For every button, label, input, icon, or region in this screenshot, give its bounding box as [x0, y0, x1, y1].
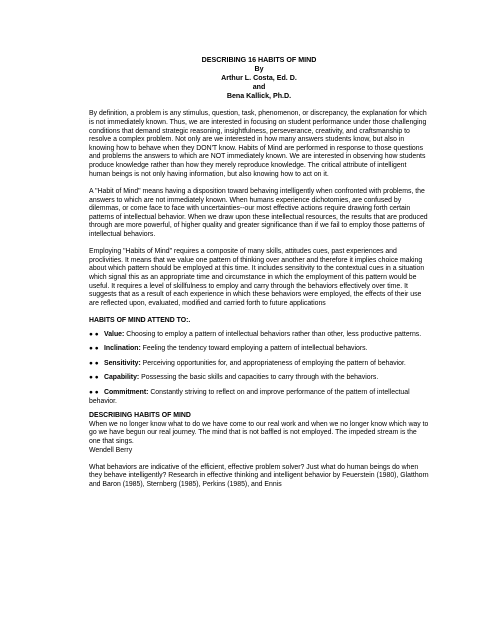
section-heading-describing: DESCRIBING HABITS OF MIND: [89, 412, 191, 420]
item-label: Value:: [104, 330, 125, 338]
item-text: Constantly striving to reflect on and improve performance of the pattern of intellectual behavior.: [89, 388, 410, 405]
list-item-capability: [89, 374, 429, 383]
list-item-sensitivity: [89, 360, 429, 369]
item-label: Sensitivity:: [104, 359, 141, 367]
item-text: Feeling the tendency toward employing a pattern of intellectual behaviors.: [140, 345, 368, 353]
quote-author: Wendell Berry: [89, 446, 133, 454]
item-label: Commitment:: [104, 388, 149, 396]
title-and: and: [252, 83, 266, 92]
list-item-inclination: [89, 345, 429, 354]
bullet-icon: ● ●: [89, 374, 99, 382]
author-2: Bena Kallick, Ph.D.: [226, 92, 292, 101]
bullet-icon: ● ●: [89, 388, 99, 396]
quote-text: When we no longer know what to do we have come to our real work and when we no longer know which way to go we have begun our real journey. The mind that is not baffled is not employed. The impeded stream is the one that sings.: [89, 420, 429, 445]
document-body: [89, 56, 429, 498]
bullet-icon: ● ●: [89, 330, 99, 338]
item-label: Capability:: [104, 374, 140, 382]
paragraph-employing-habits: Employing "Habits of Mind" requires a composite of many skills, attitudes cues, past experiences and proclivities. It means that we value one pattern of thinking over another and therefore it implies choice making about which pattern should be employed at this time. It includes sensitivity to the contextual cues in a situation which signal this as an appropriate time and circumstance in which the employment of this pattern would be useful. It requires a level of skillfulness to employ and carry through the behaviors effectively over time. It suggests that as a result of each experience in which these behaviors were employed, the effects of their use are reflected upon, evaluated, modified and carried forth to future applications: [89, 248, 425, 307]
title-by: By: [254, 65, 264, 74]
paragraph-problem-definition: By definition, a problem is any stimulus, question, task, phenomenon, or discrepancy, the explanation for which is not immediately known. Thus, we are interested in focusing on student performance under those challenging conditions that demand strategic reasoning, insightfulness, perseverance, creativity, and craftsmanship to resolve a complex problem. Not only are we interested in how many answers students know, but also in knowing how to behave when they DON'T know. Habits of Mind are performed in response to those questions and problems the answers to which are NOT immediately known. We are interested in observing how students produce knowledge rather than how they merely reproduce knowledge. The critical attribute of intelligent human beings is not only having information, but also knowing how to act on it.: [89, 110, 427, 178]
document-title: [89, 56, 429, 101]
epigraph-quote: [89, 421, 429, 455]
list-item-value: [89, 331, 429, 340]
item-label: Inclination:: [104, 345, 141, 353]
item-text: Possessing the basic skills and capacities to carry through with the behaviors.: [139, 374, 379, 382]
bullet-icon: ● ●: [89, 345, 99, 353]
paragraph-behaviors: What behaviors are indicative of the efficient, effective problem solver? Just what do human beings do when they behave intelligently? Research in effective thinking and intelligent behavior by Feuerstein (1980), Glatthorn and Baron (1985), Sternberg (1985), Perkins (1985), and Ennis: [89, 463, 429, 488]
item-text: Choosing to employ a pattern of intellectual behaviors rather than other, less productive patterns.: [124, 330, 422, 338]
paragraph-habit-of-mind: A "Habit of Mind" means having a disposition toward behaving intelligently when confronted with problems, the answers to which are not immediately known. When humans experience dichotomies, are confused by dilemmas, or come face to face with uncertainties--our most effective actions require drawing forth certain patterns of intellectual behavior. When we draw upon these intellectual resources, the results that are produced through are more powerful, of higher quality and greater significance than if we fail to employ those patterns of intellectual behaviors.: [89, 187, 428, 238]
section-heading-attend: HABITS OF MIND ATTEND TO:.: [89, 317, 191, 324]
list-item-commitment: [89, 389, 429, 406]
bullet-icon: ● ●: [89, 359, 99, 367]
author-1: Arthur L. Costa, Ed. D.: [221, 74, 297, 83]
item-text: Perceiving opportunities for, and appropriateness of employing the pattern of behavior.: [140, 359, 406, 367]
title-main: DESCRIBING 16 HABITS OF MIND: [201, 56, 317, 64]
